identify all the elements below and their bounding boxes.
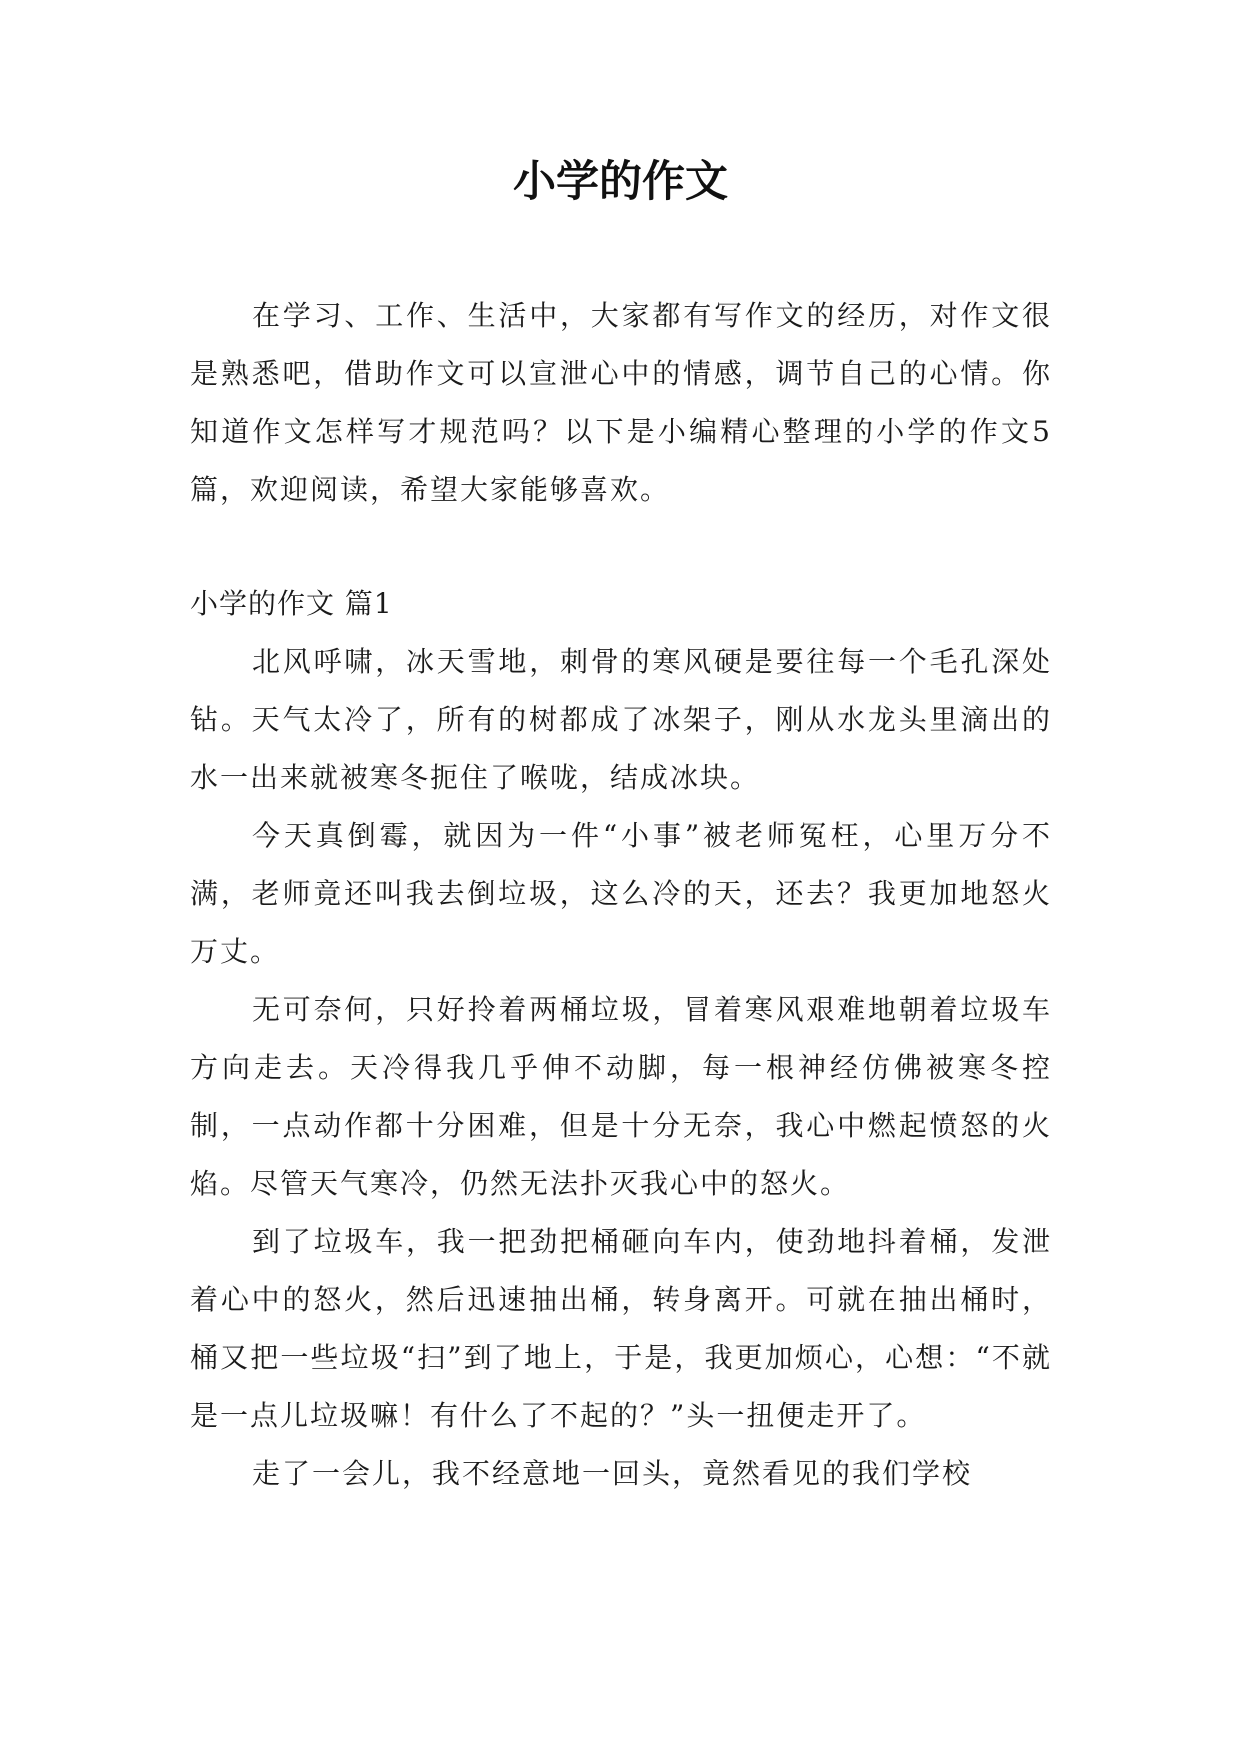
- intro-paragraph: 在学习、工作、生活中，大家都有写作文的经历，对作文很是熟悉吧，借助作文可以宣泄心中的情感，调节自己的心情。你知道作文怎样写才规范吗？以下是小编精心整理的小学的作文5篇，欢迎阅读，希望大家能够喜欢。: [190, 299, 1052, 506]
- essay-paragraph: 北风呼啸，冰天雪地，刺骨的寒风硬是要往每一个毛孔深处钻。天气太冷了，所有的树都成了冰架子，刚从水龙头里滴出的水一出来就被寒冬扼住了喉咙，结成冰块。: [190, 645, 1052, 794]
- essay-paragraph: 无可奈何，只好拎着两桶垃圾，冒着寒风艰难地朝着垃圾车方向走去。天冷得我几乎伸不动脚，每一根神经仿佛被寒冬控制，一点动作都十分困难，但是十分无奈，我心中燃起愤怒的火焰。尽管天气寒冷，仍然无法扑灭我心中的怒火。: [190, 993, 1052, 1200]
- essay-paragraph: 今天真倒霉，就因为一件“小事”被老师冤枉，心里万分不满，老师竟还叫我去倒垃圾，这么冷的天，还去？我更加地怒火万丈。: [190, 819, 1052, 968]
- essay-paragraph: 走了一会儿，我不经意地一回头，竟然看见的我们学校: [252, 1457, 973, 1490]
- essay-section: [190, 575, 1052, 1503]
- section-heading: 小学的作文 篇1: [190, 587, 393, 620]
- document-title: 小学的作文: [513, 157, 728, 207]
- essay-paragraph: 到了垃圾车，我一把劲把桶砸向车内，使劲地抖着桶，发泄着心中的怒火，然后迅速抽出桶，转身离开。可就在抽出桶时，桶又把一些垃圾“扫”到了地上，于是，我更加烦心，心想：“不就是一点儿垃圾嘛！有什么了不起的？”头一扭便走开了。: [190, 1225, 1052, 1432]
- intro-block: [190, 287, 1052, 519]
